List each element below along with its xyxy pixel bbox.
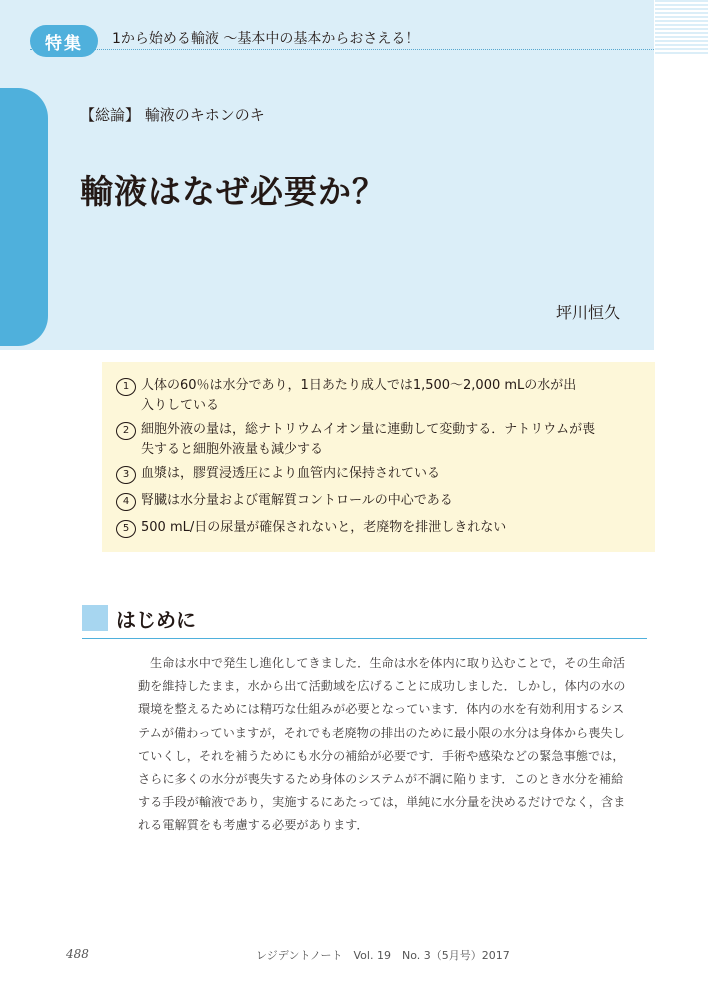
article-subtitle: 【総論】 輸液のキホンのキ — [80, 106, 265, 124]
feature-title: 1から始める輸液 ～基本中の基本からおさえる！ — [112, 31, 420, 47]
key-point — [116, 420, 646, 460]
body-line: れる電解質をも考慮する必要があります． — [138, 818, 369, 833]
body-line: 動を維持したまま，水から出て活動域を広げることに成功しました．しかし，体内の水の — [138, 679, 626, 694]
feature-badge: 特集 — [30, 25, 98, 57]
key-point — [116, 491, 646, 511]
point-number: 5 — [116, 520, 136, 538]
body-line: 環境を整えるためには精巧な仕組みが必要となっています．体内の水を有効利用するシス — [138, 702, 625, 717]
point-number: 3 — [116, 466, 136, 484]
article-author: 坪川恒久 — [556, 303, 621, 322]
point-text: 細胞外液の量は，総ナトリウムイオン量に連動して変動する．ナトリウムが喪 失すると細胞外液量も減少する — [141, 422, 596, 457]
point-number: 1 — [116, 378, 136, 396]
point-text: 500 mL/日の尿量が確保されないと，老廃物を排泄しきれない — [141, 520, 507, 535]
point-text: 血漿は，膠質浸透圧により血管内に保持されている — [141, 466, 441, 481]
body-line: ていくし，それを補うためにも水分の補給が必要です．手術や感染などの緊急事態では， — [138, 748, 625, 763]
key-point — [116, 464, 646, 484]
body-paragraph — [138, 652, 650, 838]
key-point — [116, 518, 646, 538]
section-marker — [82, 605, 108, 631]
journal-footer: レジデントノート Vol. 19 No. 3（5月号）2017 — [256, 949, 510, 962]
body-line: さらに多くの水分が喪失するため身体のシステムが不調に陥ります．このとき水分を補給 — [138, 772, 624, 787]
header-rule — [30, 49, 654, 50]
section-heading: はじめに — [116, 608, 196, 632]
body-line: テムが備わっていますが，それでも老廃物の排出のために最小限の水分は身体から喪失し — [138, 725, 625, 740]
point-number: 4 — [116, 493, 136, 511]
key-point — [116, 376, 646, 416]
body-line: 生命は水中で発生し進化してきました．生命は水を体内に取り込むことで，その生命活 — [150, 656, 626, 670]
page-number: 488 — [66, 947, 89, 961]
section-rule — [82, 638, 647, 639]
body-line: する手段が輸液であり，実施するにあたっては，単純に水分量を決めるだけでなく，含ま — [138, 795, 626, 810]
point-number: 2 — [116, 422, 136, 440]
point-text: 腎臓は水分量および電解質コントロールの中心である — [141, 493, 453, 508]
point-text: 人体の60％は水分であり，1日あたり成人では1,500～2,000 mLの水が出 入りしている — [141, 378, 577, 413]
header-stripes — [655, 0, 708, 55]
article-title: 輸液はなぜ必要か？ — [80, 172, 386, 211]
side-tab — [0, 88, 48, 346]
